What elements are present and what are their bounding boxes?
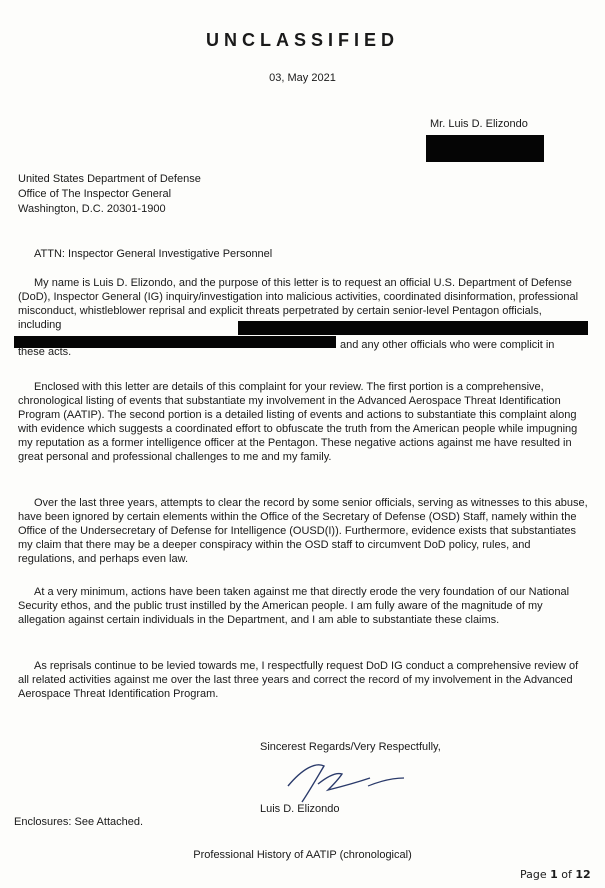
signature-name: Luis D. Elizondo: [260, 803, 340, 815]
page-current: 1: [550, 868, 558, 881]
paragraph-3: Over the last three years, attempts to clear the record by some senior officials, serving as witnesses to this abuse, have been ignored by certain elements within the Office of the Secretary of Defense (OSD) Staff, namely within the Office of the Undersecretary of Defense for Intelligence (OUSD(I)). Furthermore, evidence exists that substantiates my claim that there may be a deeper conspiracy within the OSD staff to circumvent DoD policy, rules, and regulations, and perhaps even law.: [18, 497, 588, 565]
classification-heading: UNCLASSIFIED: [205, 30, 399, 50]
recipient-line-3: Washington, D.C. 20301-1900: [18, 203, 166, 215]
redacted-officials-1: [238, 321, 588, 335]
recipient-address: [18, 172, 201, 217]
page-of: of: [561, 868, 572, 881]
page-total: 12: [575, 868, 591, 881]
redacted-sender-address: [426, 135, 544, 162]
enclosure-title: Professional History of AATIP (chronological): [193, 849, 412, 861]
sender-name: Mr. Luis D. Elizondo: [430, 118, 528, 130]
paragraph-1-end: these acts.: [18, 346, 72, 358]
enclosures-note: Enclosures: See Attached.: [14, 816, 144, 828]
page-number: [520, 868, 591, 881]
handwritten-signature: [258, 756, 418, 804]
attn-line: ATTN: Inspector General Investigative Personnel: [34, 248, 273, 260]
recipient-line-2: Office of The Inspector General: [18, 188, 172, 200]
recipient-line-1: United States Department of Defense: [18, 173, 201, 185]
letter-date: 03, May 2021: [269, 72, 336, 84]
paragraph-1: My name is Luis D. Elizondo, and the purpose of this letter is to request an official U.S. Department of Defense (DoD), Inspector General (IG) inquiry/investigation into malicious activities, coordinated disinformation, professional misconduct, whistleblower reprisal and explicit threats perpetrated by certain senior-level Pentagon officials, including: [18, 277, 579, 331]
closing-salutation: Sincerest Regards/Very Respectfully,: [260, 741, 441, 753]
paragraph-5: As reprisals continue to be levied towards me, I respectfully request DoD IG conduct a comprehensive review of all related activities against me over the last three years and correct the record of my involvement in the Advanced Aerospace Threat Identification Program.: [18, 660, 579, 700]
paragraph-1-continuation: and any other officials who were complicit in: [340, 339, 555, 351]
paragraph-2: Enclosed with this letter are details of this complaint for your review. The first portion is a comprehensive, chronological listing of events that substantiate my involvement in the Advanced Aerospace Threat Identification Program (AATIP). The second portion is a detailed listing of events and actions to substantiate this complaint along with evidence which suggests a coordinated effort to obfuscate the truth from the American people while impugning my reputation as a former intelligence officer at the Pentagon. These negative actions against me have resulted in great personal and professional challenges to me and my family.: [18, 381, 578, 463]
page-label: Page: [520, 868, 547, 881]
paragraph-4: At a very minimum, actions have been taken against me that directly erode the very foundation of our National Security ethos, and the public trust instilled by the American people. I am fully aware of the magnitude of my allegation against certain individuals in the Department, and I am able to substantiate these claims.: [18, 586, 570, 626]
